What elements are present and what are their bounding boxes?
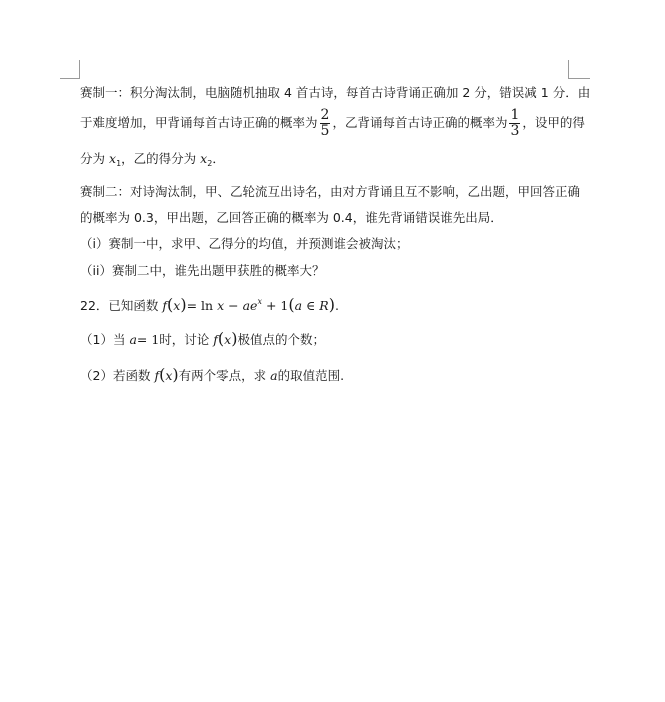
q22-plus-one: + 1: [265, 298, 289, 313]
fraction-one-third: [509, 108, 520, 139]
paren-left: (: [217, 329, 225, 348]
crop-mark-top-left-h: [60, 78, 80, 79]
var-x: x: [165, 368, 173, 383]
para2-text-b: 的概率为 0.3，甲出题，乙回答正确的概率为 0.4，谁先背诵错误谁先出局．: [80, 210, 503, 225]
fraction-denominator: 3: [510, 123, 520, 139]
func-f: f: [162, 298, 168, 313]
exponent-x: x: [257, 297, 262, 306]
var-x: x: [200, 151, 208, 166]
q22-2-text-c: 的取值范围.: [277, 368, 345, 383]
q22-1-text-a: （1）当: [80, 332, 126, 347]
var-a: a: [294, 298, 303, 313]
para2-line2: [80, 209, 625, 227]
func-f: f: [154, 368, 160, 383]
para1-text-b1: 于难度增加，甲背诵每首古诗正确的概率为: [80, 115, 318, 130]
question-i: [80, 235, 625, 253]
question-22: [80, 293, 625, 315]
q22-minus: −: [228, 298, 239, 313]
var-x: x: [173, 298, 181, 313]
q22-1-cond: = 1时，讨论: [136, 332, 210, 347]
paren-left: (: [159, 365, 166, 384]
para1-text-c2: ，乙的得分为: [121, 151, 197, 166]
paren-left: (: [288, 295, 295, 314]
var-a: a: [242, 298, 251, 313]
q22-eq-ln: = ln: [186, 298, 214, 313]
para1-text-b3: ，设甲的得: [522, 115, 585, 130]
question-22-1: [80, 330, 625, 349]
para1-line3: [80, 150, 625, 173]
fraction-numerator: 2: [320, 107, 330, 123]
func-f: f: [213, 332, 218, 347]
paren-right: ): [328, 295, 335, 314]
para2-text-a: 赛制二：对诗淘汰制，甲、乙轮流互出诗名，由对方背诵且互不影响，乙出题，甲回答正确: [80, 184, 581, 199]
question-ii-text: （ii）赛制二中，谁先出题甲获胜的概率大？: [80, 263, 325, 278]
fraction-two-fifths: [320, 108, 331, 139]
crop-mark-top-right-h: [568, 78, 590, 79]
element-of-symbol: ∈: [306, 298, 316, 313]
para2-line1: [80, 183, 625, 201]
q22-1-text-b: 极值点的个数；: [237, 332, 325, 347]
set-R: R: [319, 298, 329, 313]
question-ii: [80, 262, 625, 280]
var-x: x: [217, 298, 225, 313]
para1-line1: [80, 84, 625, 102]
q22-prefix: 22．已知函数: [80, 298, 159, 313]
var-a: a: [270, 368, 278, 383]
q22-2-text-b: 有两个零点，求: [178, 368, 267, 383]
q22-end: .: [334, 298, 339, 313]
para1-text-c1: 分为: [80, 151, 106, 166]
para1-text-c3: ．: [212, 151, 225, 166]
para1-line2: [80, 106, 625, 140]
para1-text-a: 赛制一：积分淘汰制，电脑随机抽取 4 首古诗，每首古诗背诵正确加 2 分，错误减 1 分．由: [80, 85, 591, 100]
para1-text-b2: ，乙背诵每首古诗正确的概率为: [332, 115, 508, 130]
crop-mark-top-left-v: [79, 60, 80, 78]
subscript-2: 2: [207, 159, 213, 168]
var-a: a: [129, 332, 137, 347]
var-x: x: [109, 151, 117, 166]
fraction-numerator: 1: [510, 107, 520, 123]
q22-2-text-a: （2）若函数: [80, 368, 151, 383]
fraction-denominator: 5: [320, 123, 330, 139]
paren-right: ): [172, 365, 179, 384]
question-i-text: （i）赛制一中，求甲、乙得分的均值，并预测谁会被淘汰；: [80, 236, 409, 251]
paren-left: (: [167, 295, 174, 314]
var-e: e: [250, 298, 258, 313]
question-22-2: [80, 366, 625, 385]
crop-mark-top-right-v: [568, 60, 569, 78]
var-x: x: [224, 332, 232, 347]
subscript-1: 1: [116, 159, 122, 168]
paren-right: ): [180, 295, 187, 314]
paren-right: ): [231, 329, 238, 348]
